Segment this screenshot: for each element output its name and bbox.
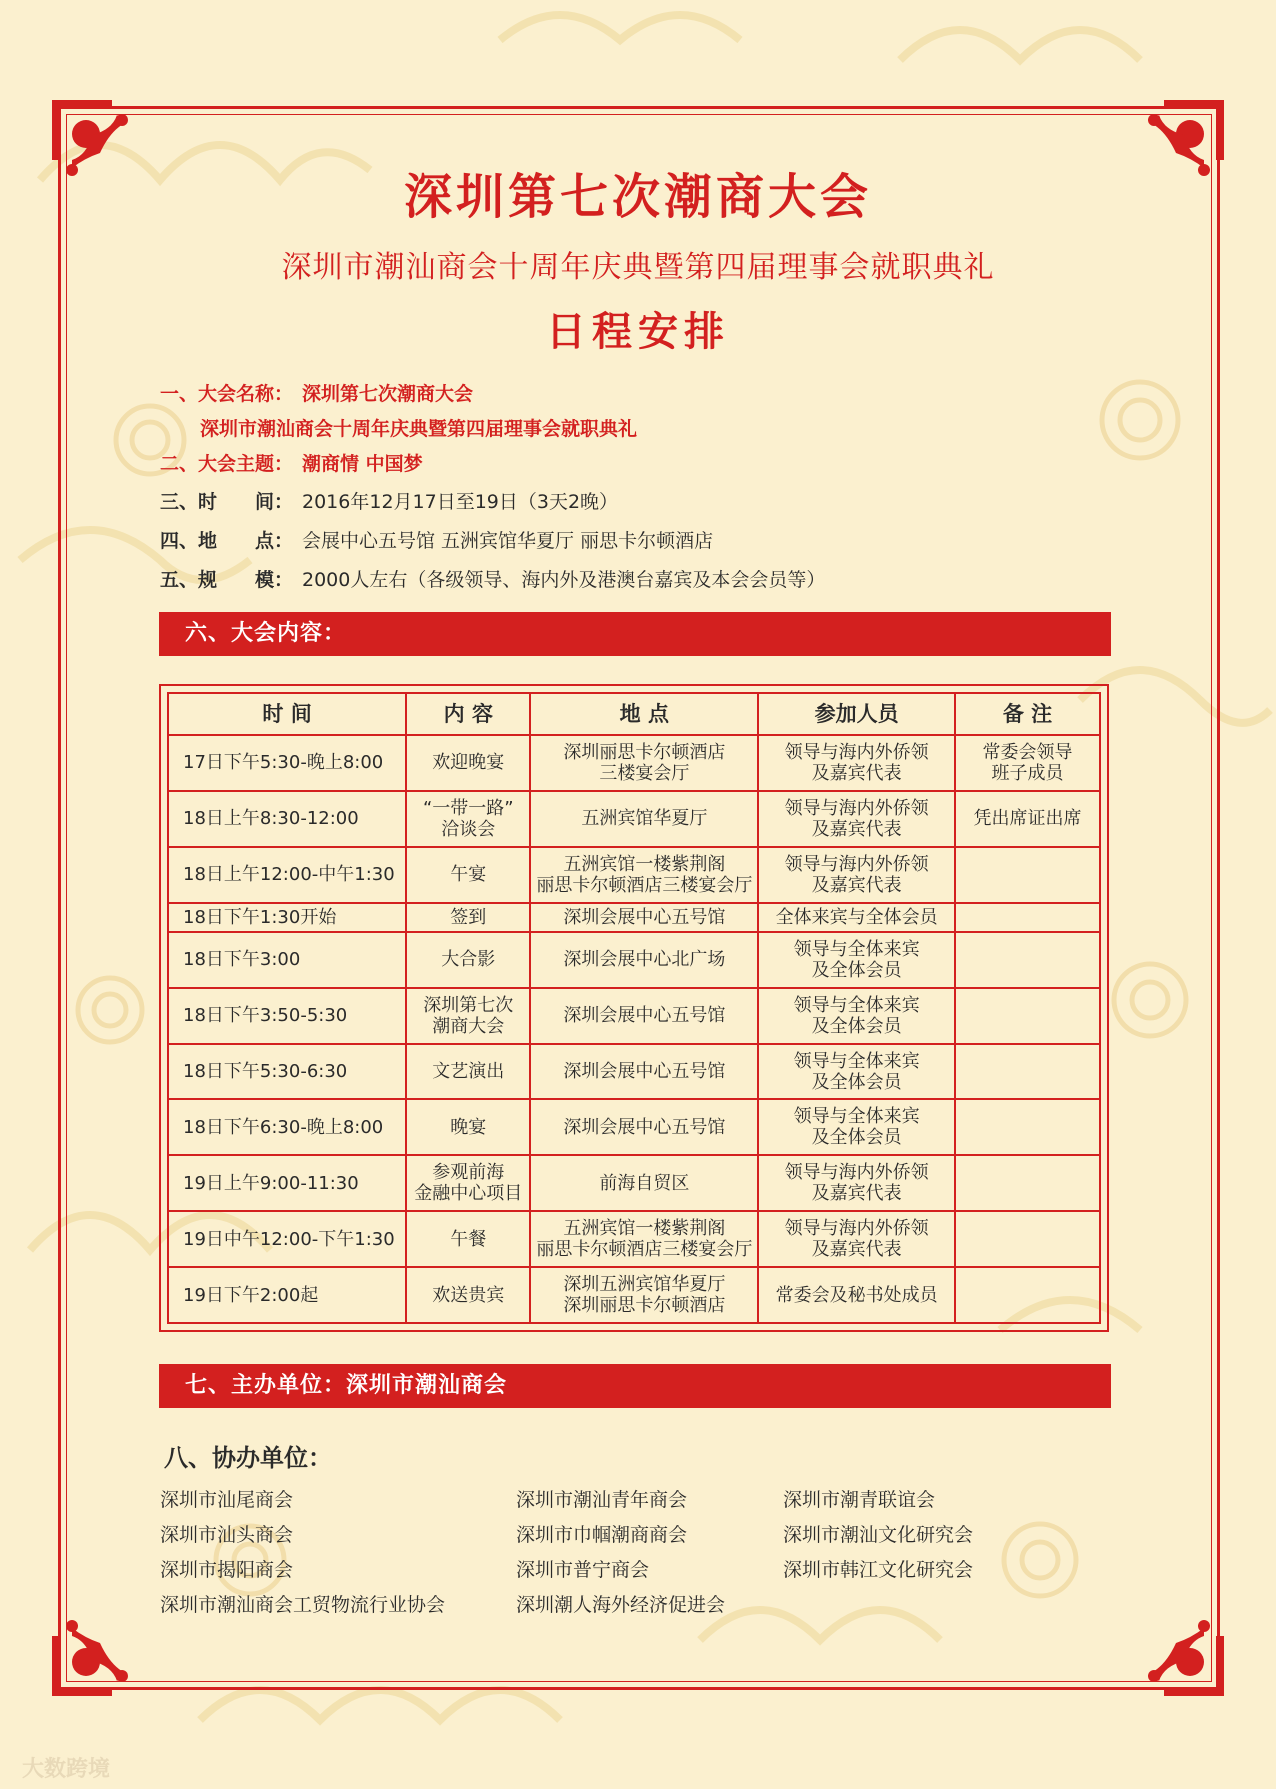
table-cell: 深圳第七次 潮商大会	[406, 988, 530, 1044]
table-row	[168, 932, 1100, 988]
table-cell	[955, 1267, 1100, 1323]
co-organizer-item: 深圳市揭阳商会	[160, 1559, 294, 1581]
info-value: 潮商情 中国梦	[302, 453, 423, 475]
table-cell	[955, 988, 1100, 1044]
table-cell	[955, 1044, 1100, 1100]
table-cell: 18日下午1:30开始	[168, 903, 406, 932]
corner-ornament-icon	[52, 1586, 162, 1696]
table-cell: 五洲宾馆一楼紫荆阁 丽思卡尔顿酒店三楼宴会厅	[530, 847, 758, 903]
table-cell: 午宴	[406, 847, 530, 903]
table-cell: 18日上午8:30-12:00	[168, 791, 406, 847]
co-organizer-item: 深圳市韩江文化研究会	[783, 1559, 974, 1581]
table-cell: 17日下午5:30-晚上8:00	[168, 735, 406, 791]
watermark: 大数跨境	[22, 1757, 111, 1782]
co-organizer-item: 深圳市普宁商会	[516, 1559, 650, 1581]
table-cell: 18日下午3:50-5:30	[168, 988, 406, 1044]
table-cell: 常委会领导 班子成员	[955, 735, 1100, 791]
co-organizer-heading: 八、协办单位：	[164, 1444, 332, 1472]
table-cell: 五洲宾馆华夏厅	[530, 791, 758, 847]
schedule-table	[159, 684, 1109, 1332]
table-cell: 五洲宾馆一楼紫荆阁 丽思卡尔顿酒店三楼宴会厅	[530, 1211, 758, 1267]
table-cell: 领导与海内外侨领 及嘉宾代表	[758, 1155, 955, 1211]
table-cell: 前海自贸区	[530, 1155, 758, 1211]
info-value: 2000人左右（各级领导、海内外及港澳台嘉宾及本会会员等）	[302, 569, 826, 591]
column-header: 地 点	[530, 693, 758, 735]
table-cell: 大合影	[406, 932, 530, 988]
co-organizer-item: 深圳市汕尾商会	[160, 1489, 294, 1511]
table-row	[168, 1044, 1100, 1100]
info-row-time	[160, 487, 618, 514]
schedule-heading: 日程安排	[546, 309, 730, 355]
table-cell: 18日下午6:30-晚上8:00	[168, 1099, 406, 1155]
table-row	[168, 847, 1100, 903]
table-row	[168, 988, 1100, 1044]
info-value: 深圳第七次潮商大会	[302, 383, 474, 405]
info-row-theme	[160, 449, 423, 476]
info-value: 深圳市潮汕商会十周年庆典暨第四届理事会就职典礼	[200, 418, 638, 440]
section-bar-content: 六、大会内容：	[159, 612, 1111, 656]
table-cell: 全体来宾与全体会员	[758, 903, 955, 932]
table-cell: 深圳五洲宾馆华夏厅 深圳丽思卡尔顿酒店	[530, 1267, 758, 1323]
table-cell	[955, 903, 1100, 932]
table-cell: 深圳丽思卡尔顿酒店 三楼宴会厅	[530, 735, 758, 791]
co-organizer-item: 深圳市潮汕文化研究会	[783, 1524, 974, 1546]
info-value: 2016年12月17日至19日（3天2晚）	[302, 491, 619, 513]
table-cell: 参观前海 金融中心项目	[406, 1155, 530, 1211]
table-cell: 19日上午9:00-11:30	[168, 1155, 406, 1211]
table-row	[168, 903, 1100, 932]
co-organizer-item: 深圳市潮汕青年商会	[516, 1489, 688, 1511]
table-cell: 深圳会展中心五号馆	[530, 903, 758, 932]
corner-ornament-icon	[1114, 1586, 1224, 1696]
table-cell: 领导与海内外侨领 及嘉宾代表	[758, 1211, 955, 1267]
section-bar-organizer: 七、主办单位：深圳市潮汕商会	[159, 1364, 1111, 1408]
column-header: 时 间	[168, 693, 406, 735]
table-row	[168, 735, 1100, 791]
info-value: 会展中心五号馆 五洲宾馆华夏厅 丽思卡尔顿酒店	[302, 530, 714, 552]
table-cell	[955, 1211, 1100, 1267]
table-cell	[955, 847, 1100, 903]
info-row-scale	[160, 565, 825, 592]
info-key: 三、时 间：	[160, 491, 294, 513]
table-cell: 领导与全体来宾 及全体会员	[758, 988, 955, 1044]
table-cell: 深圳会展中心五号馆	[530, 1099, 758, 1155]
table-cell: 晚宴	[406, 1099, 530, 1155]
column-header: 参加人员	[758, 693, 955, 735]
info-key: 二、大会主题：	[160, 453, 294, 475]
info-row-location	[160, 526, 713, 553]
table-cell	[955, 1155, 1100, 1211]
table-cell: “一带一路” 洽谈会	[406, 791, 530, 847]
table-cell: 文艺演出	[406, 1044, 530, 1100]
info-key: 五、规 模：	[160, 569, 294, 591]
table-row	[168, 1267, 1100, 1323]
table-cell: 领导与全体来宾 及全体会员	[758, 1099, 955, 1155]
table-cell	[955, 1099, 1100, 1155]
table-row	[168, 1099, 1100, 1155]
co-organizer-item: 深圳市汕头商会	[160, 1524, 294, 1546]
table-cell: 深圳会展中心五号馆	[530, 1044, 758, 1100]
table-row	[168, 1155, 1100, 1211]
info-row-name-2	[200, 414, 637, 441]
table-cell: 领导与全体来宾 及全体会员	[758, 932, 955, 988]
info-key: 四、地 点：	[160, 530, 294, 552]
table-cell: 欢迎晚宴	[406, 735, 530, 791]
table-cell: 领导与海内外侨领 及嘉宾代表	[758, 847, 955, 903]
co-organizer-item: 深圳潮人海外经济促进会	[516, 1594, 726, 1616]
table-cell: 深圳会展中心北广场	[530, 932, 758, 988]
table-header-row	[168, 693, 1100, 735]
table-cell: 凭出席证出席	[955, 791, 1100, 847]
table-cell: 18日上午12:00-中午1:30	[168, 847, 406, 903]
table-cell: 欢送贵宾	[406, 1267, 530, 1323]
table-cell: 午餐	[406, 1211, 530, 1267]
page-subtitle: 深圳市潮汕商会十周年庆典暨第四届理事会就职典礼	[281, 250, 995, 285]
table-cell: 18日下午5:30-6:30	[168, 1044, 406, 1100]
page-title: 深圳第七次潮商大会	[403, 169, 872, 225]
co-organizer-item: 深圳市潮青联谊会	[783, 1489, 936, 1511]
info-key: 一、大会名称：	[160, 383, 294, 405]
table-row	[168, 791, 1100, 847]
table-cell: 签到	[406, 903, 530, 932]
table-cell: 领导与海内外侨领 及嘉宾代表	[758, 791, 955, 847]
schedule-body	[168, 735, 1100, 1323]
table-cell: 18日下午3:00	[168, 932, 406, 988]
table-cell: 19日中午12:00-下午1:30	[168, 1211, 406, 1267]
table-cell: 常委会及秘书处成员	[758, 1267, 955, 1323]
table-cell: 深圳会展中心五号馆	[530, 988, 758, 1044]
table-cell: 领导与海内外侨领 及嘉宾代表	[758, 735, 955, 791]
column-header: 内 容	[406, 693, 530, 735]
column-header: 备 注	[955, 693, 1100, 735]
co-organizer-item: 深圳市巾帼潮商商会	[516, 1524, 688, 1546]
table-row	[168, 1211, 1100, 1267]
table-cell: 19日下午2:00起	[168, 1267, 406, 1323]
co-organizer-item: 深圳市潮汕商会工贸物流行业协会	[160, 1594, 446, 1616]
info-row-name	[160, 379, 473, 406]
table-cell: 领导与全体来宾 及全体会员	[758, 1044, 955, 1100]
table-cell	[955, 932, 1100, 988]
